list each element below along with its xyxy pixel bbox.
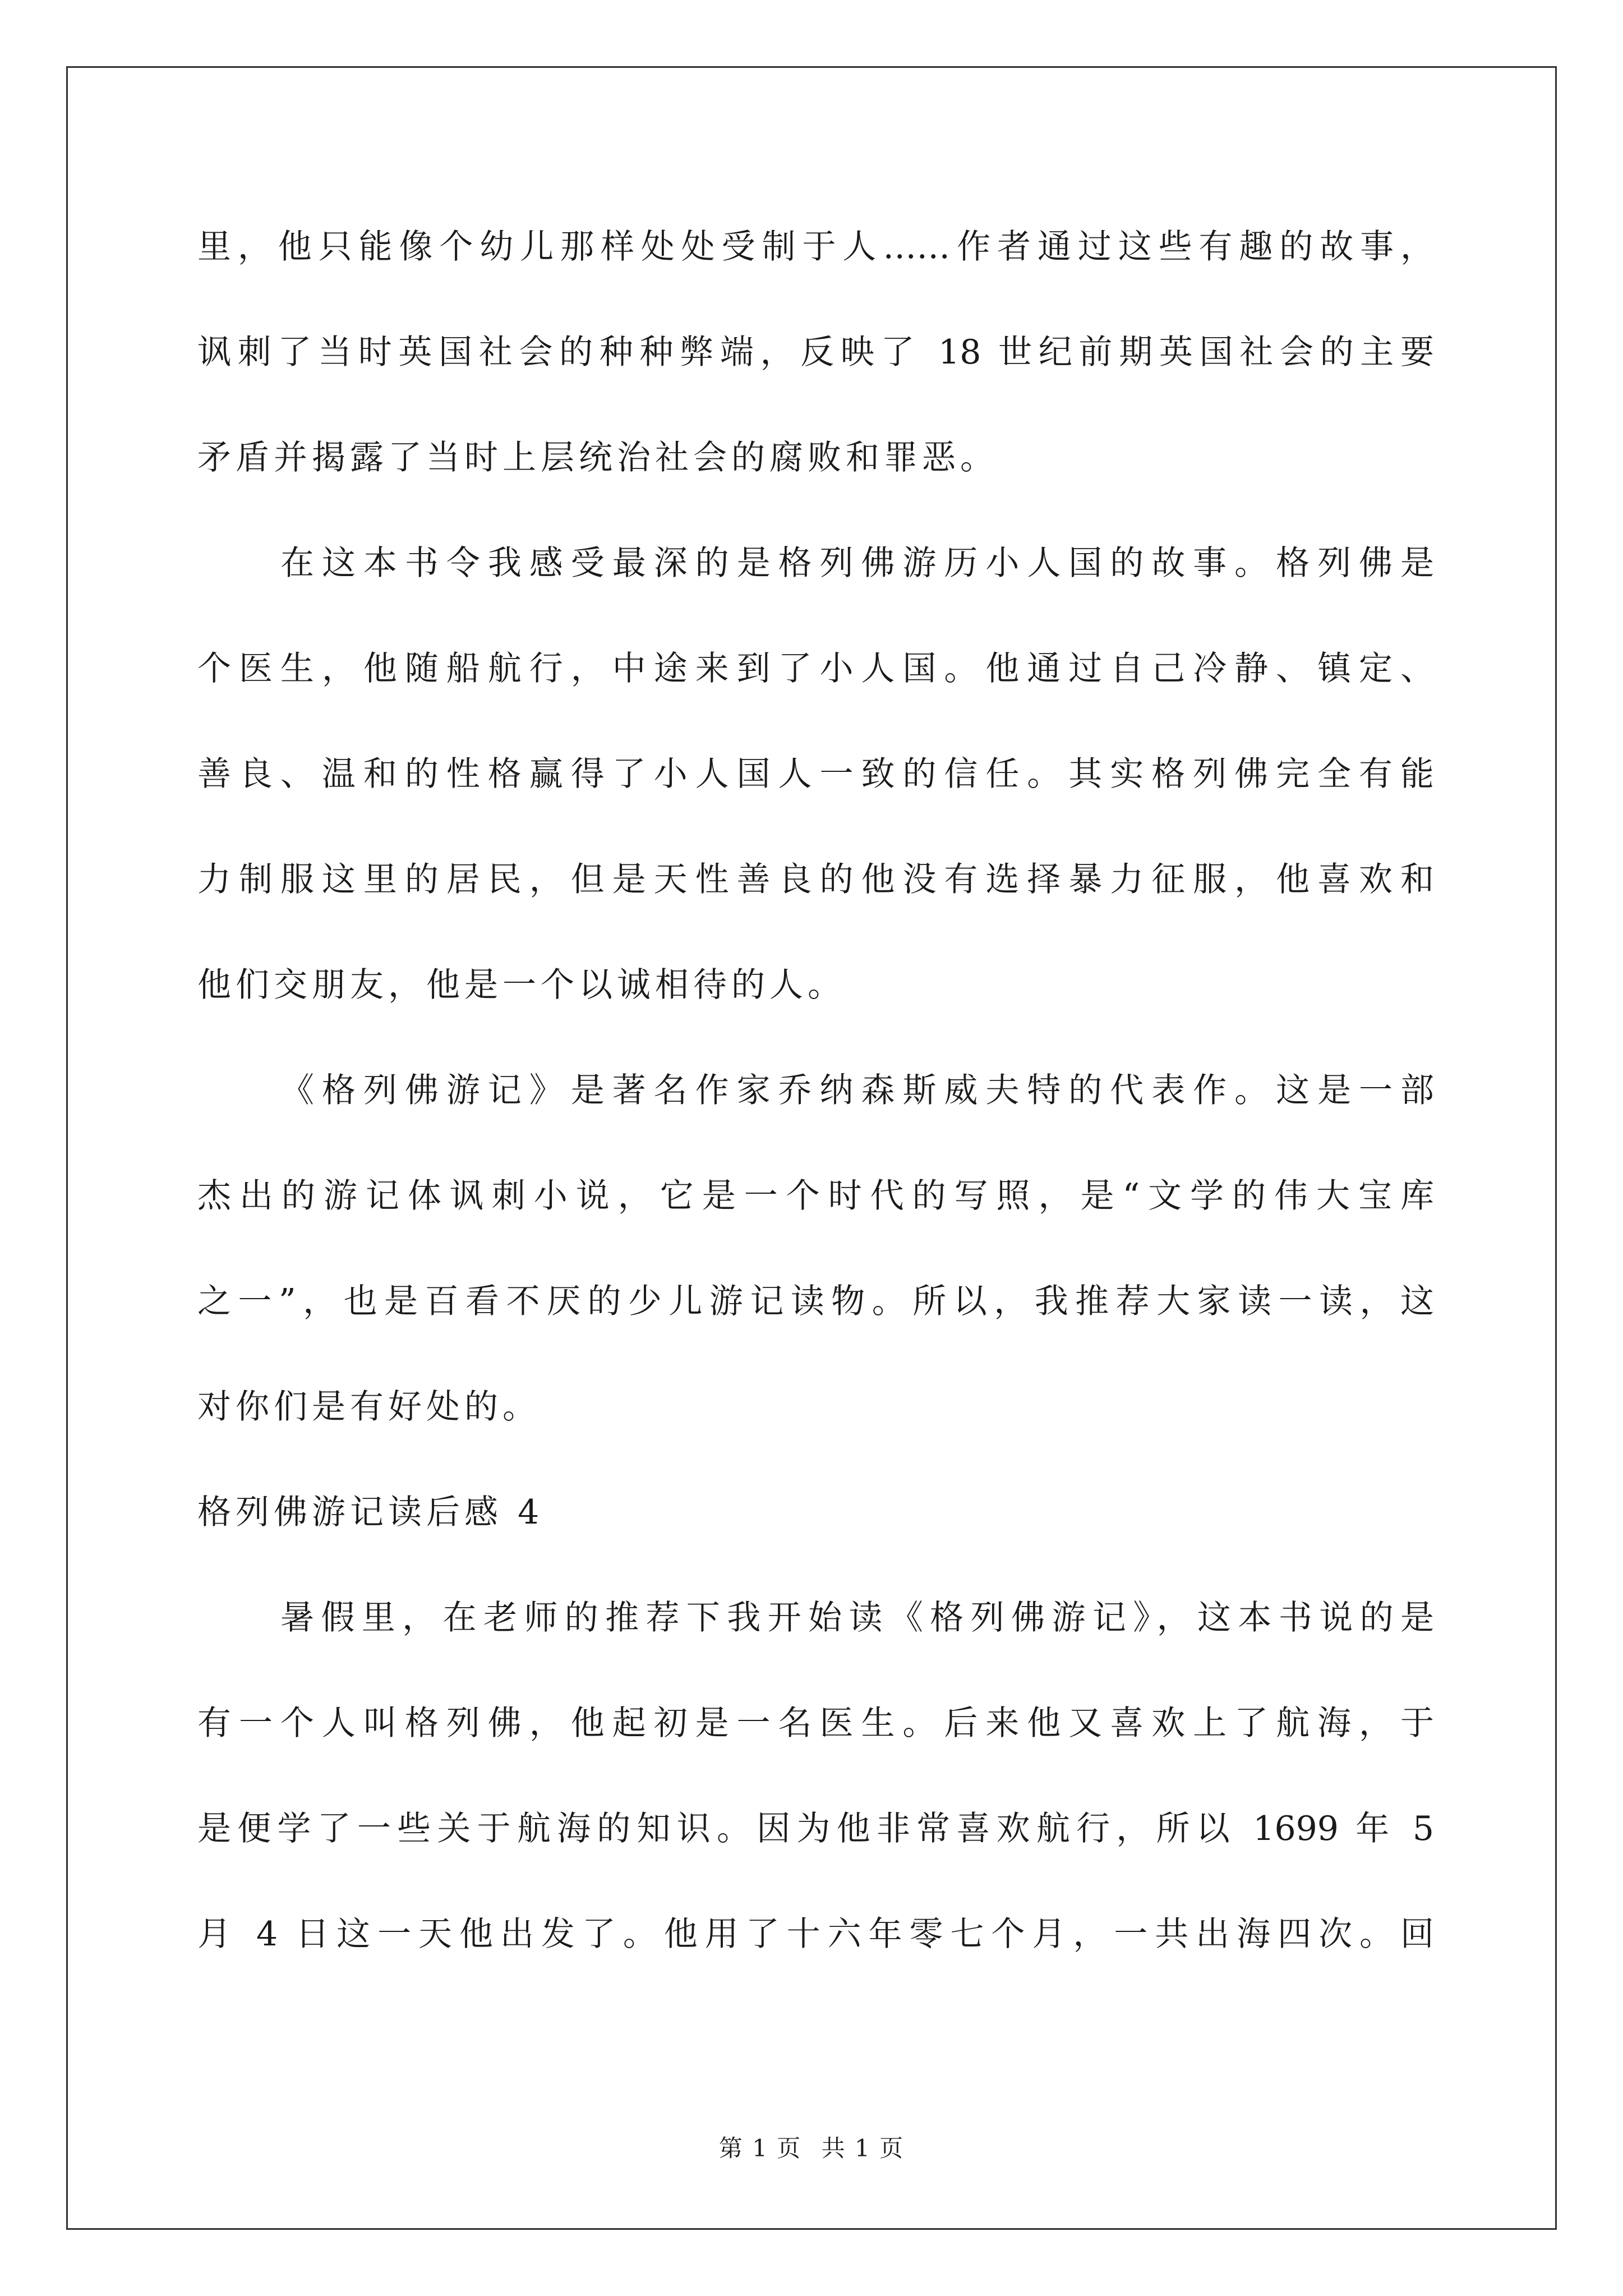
page-footer <box>0 2132 1623 2165</box>
body-line: 讽刺了当时英国社会的种种弊端，反映了 18 世纪前期英国社会的主要 <box>197 333 1434 372</box>
body-line: 是便学了一些关于航海的知识。因为他非常喜欢航行，所以 1699 年 5 <box>197 1809 1434 1848</box>
body-line: 之一”，也是百看不厌的少儿游记读物。所以，我推荐大家读一读，这 <box>197 1282 1434 1321</box>
body-line: 杰出的游记体讽刺小说，它是一个时代的写照，是“文学的伟大宝库 <box>197 1176 1434 1216</box>
body-line: 里，他只能像个幼儿那样处处受制于人……作者通过这些有趣的故事， <box>197 227 1434 266</box>
body-line: 《格列佛游记》是著名作家乔纳森斯威夫特的代表作。这是一部 <box>280 1071 1434 1110</box>
body-line: 有一个人叫格列佛，他起初是一名医生。后来他又喜欢上了航海，于 <box>197 1704 1434 1743</box>
page-number: 第 1 页 <box>718 2134 802 2162</box>
body-line: 力制服这里的居民，但是天性善良的他没有选择暴力征服，他喜欢和 <box>197 860 1434 899</box>
page-border <box>66 66 1557 2230</box>
body-line: 善良、温和的性格赢得了小人国人一致的信任。其实格列佛完全有能 <box>197 754 1434 794</box>
section-heading: 格列佛游记读后感 4 <box>197 1493 544 1532</box>
page-total: 共 1 页 <box>821 2134 905 2162</box>
body-line: 个医生，他随船航行，中途来到了小人国。他通过自己冷静、镇定、 <box>197 649 1434 688</box>
body-line: 对你们是有好处的。 <box>197 1387 541 1427</box>
body-line: 在这本书令我感受最深的是格列佛游历小人国的故事。格列佛是 <box>280 544 1434 583</box>
body-line: 暑假里，在老师的推荐下我开始读《格列佛游记》，这本书说的是 <box>280 1598 1434 1637</box>
body-line: 矛盾并揭露了当时上层统治社会的腐败和罪恶。 <box>197 438 998 477</box>
body-line: 他们交朋友，他是一个以诚相待的人。 <box>197 965 846 1005</box>
body-line: 月 4 日这一天他出发了。他用了十六年零七个月，一共出海四次。回 <box>197 1915 1434 1954</box>
